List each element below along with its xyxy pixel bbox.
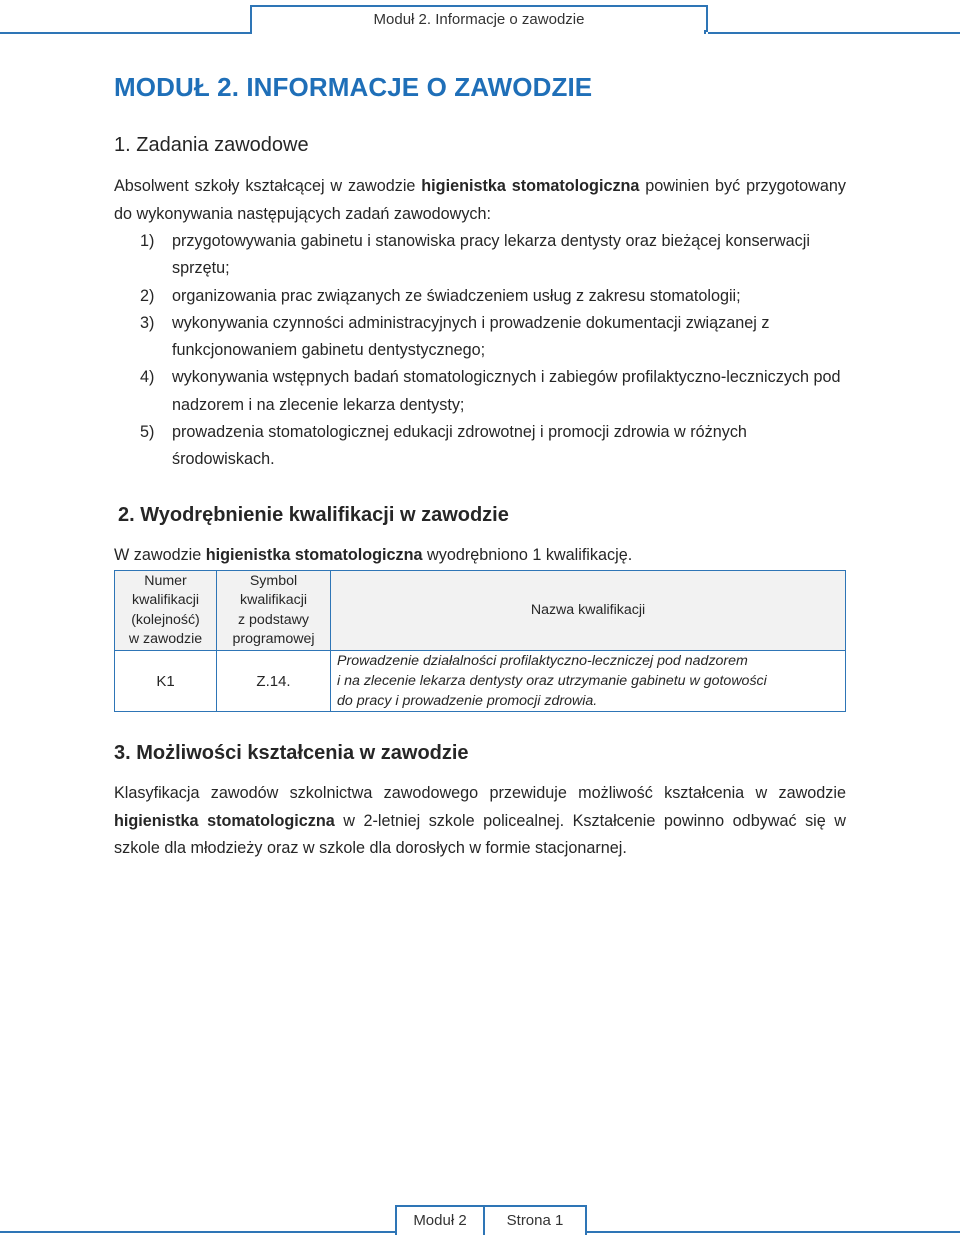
intro-text-end: powinien być przygotowany do wykonywania następujących zadań zawodowych: — [114, 177, 846, 223]
header-line: w zawodzie — [128, 631, 203, 647]
intro-text: Absolwent szkoły kształcącej w zawodzie — [114, 177, 422, 195]
occupation-name: higienistka stomatologiczna — [114, 811, 335, 830]
cell-qualification-symbol: Z.14. — [217, 651, 331, 712]
name-line: i na zlecenie lekarza dentysty oraz utrzymanie gabinetu w gotowości — [337, 673, 767, 689]
task-list — [114, 228, 846, 474]
task-item — [114, 364, 846, 419]
header-tab-edge-right — [704, 30, 706, 34]
header-qualification-name: Nazwa kwalifikacji — [331, 571, 846, 651]
section-1-heading: 1. Zadania zawodowe — [114, 134, 309, 156]
footer-rule-left — [0, 1231, 395, 1233]
header-rule-left — [0, 32, 250, 34]
footer-page-box — [483, 1205, 587, 1235]
task-item — [114, 228, 846, 283]
task-number: 3) — [140, 313, 155, 332]
task-text: wykonywania wstępnych badań stomatologicznych i zabiegów profilaktyczno-leczniczych pod nadzorem i na zlecenie lekarza dentysty; — [172, 368, 841, 414]
section-1-intro — [114, 173, 846, 228]
name-line: do pracy i prowadzenie promocji zdrowia. — [337, 693, 598, 709]
task-text: przygotowywania gabinetu i stanowiska pracy lekarza dentysty oraz bieżącej konserwacji sprzętu; — [172, 232, 810, 278]
body-text: Klasyfikacja zawodów szkolnictwa zawodowego przewiduje możliwość kształcenia w zawodzie — [114, 784, 846, 802]
header-tab-edge-left — [250, 30, 252, 34]
task-number: 2) — [140, 286, 155, 305]
cell-qualification-name — [331, 651, 846, 712]
header-line: z podstawy — [238, 611, 309, 628]
running-header — [250, 5, 708, 32]
header-qualification-symbol — [217, 571, 331, 651]
header-line: (kolejność) — [131, 611, 200, 628]
occupation-name: higienistka stomatologiczna — [421, 177, 640, 195]
task-number: 4) — [140, 368, 155, 387]
table-row — [115, 651, 846, 712]
section-3-text — [114, 780, 846, 863]
body-text-end: w 2-letniej szkole policealnej. Kształcenie powinno odbywać się w szkole dla młodzieży oraz w szkole dla dorosłych w formie stacjonarnej. — [114, 811, 846, 857]
intro-text-end: wyodrębniono 1 kwalifikację. — [422, 546, 633, 564]
task-item — [114, 283, 846, 310]
name-line: Prowadzenie działalności profilaktyczno-leczniczej pod nadzorem — [337, 653, 748, 669]
footer-module-box — [395, 1205, 485, 1235]
task-item — [114, 310, 846, 365]
task-number: 5) — [140, 423, 155, 442]
header-line: Symbol — [249, 572, 298, 589]
header-line: programowej — [232, 631, 315, 647]
running-header-text: Moduł 2. Informacje o zawodzie — [373, 11, 585, 28]
footer-rule-right — [585, 1231, 960, 1233]
task-text: organizowania prac związanych ze świadczeniem usług z zakresu stomatologii; — [172, 286, 741, 305]
header-qualification-number — [115, 571, 217, 651]
task-text: prowadzenia stomatologicznej edukacji zdrowotnej i promocji zdrowia w różnych środowiskach. — [172, 423, 747, 469]
qualification-table — [114, 570, 846, 712]
task-item — [114, 419, 846, 474]
intro-text: W zawodzie — [114, 546, 206, 564]
header-line: kwalifikacji — [239, 592, 307, 608]
header-rule-right — [708, 32, 960, 34]
header-line: Numer — [144, 572, 187, 589]
footer-module-label: Moduł 2 — [413, 1212, 467, 1229]
task-text: wykonywania czynności administracyjnych i prowadzenie dokumentacji związanej z funkcjonowaniem gabinetu dentystycznego; — [172, 313, 770, 360]
table-header-row — [115, 571, 846, 651]
section-3-heading: 3. Możliwości kształcenia w zawodzie — [114, 742, 469, 764]
section-2-intro — [114, 542, 846, 570]
task-number: 1) — [140, 232, 155, 250]
module-title: MODUŁ 2. INFORMACJE O ZAWODZIE — [114, 72, 593, 102]
header-line: kwalifikacji — [131, 592, 199, 608]
occupation-name: higienistka stomatologiczna — [205, 546, 423, 564]
footer-page-number: Strona 1 — [506, 1212, 564, 1229]
section-2-heading: 2. Wyodrębnienie kwalifikacji w zawodzie — [118, 504, 509, 526]
cell-qualification-number: K1 — [115, 651, 217, 712]
